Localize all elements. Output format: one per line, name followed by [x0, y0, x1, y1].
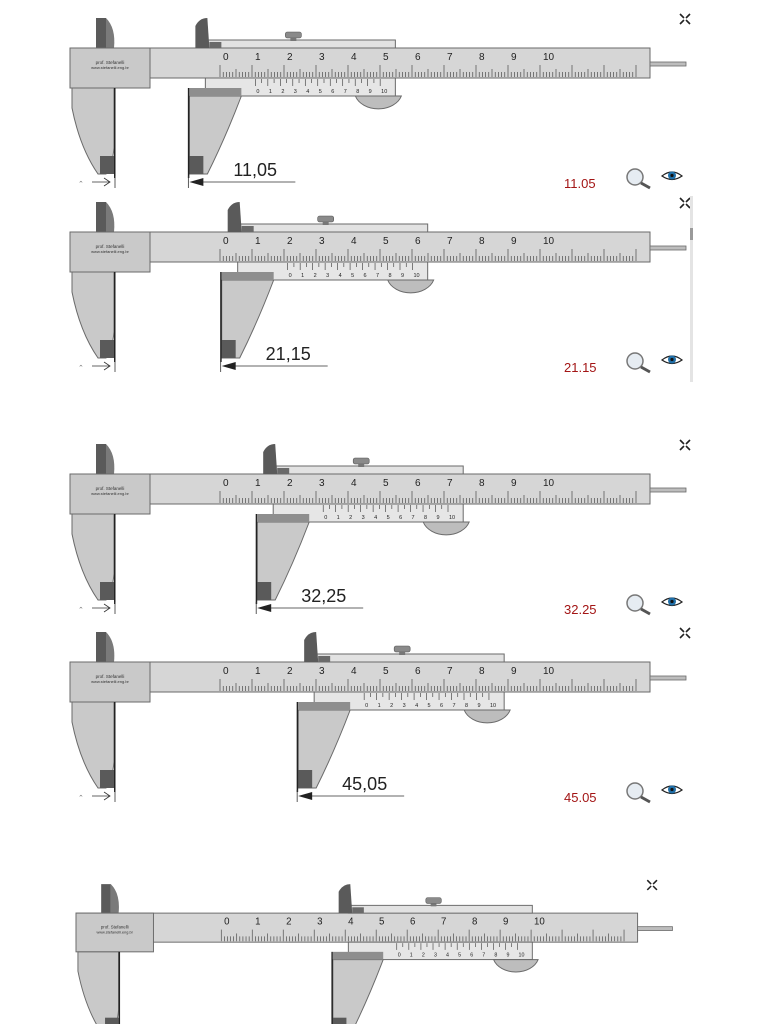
- locking-screw-stem: [323, 222, 329, 225]
- main-scale-number: 9: [511, 236, 517, 247]
- magnifier-lens: [627, 353, 643, 369]
- fixed-jaw-tip: [100, 156, 114, 174]
- fixed-upper-jaw: [96, 632, 106, 662]
- eye-pupil: [670, 600, 673, 603]
- moving-jaw-tip: [257, 582, 271, 600]
- fullscreen-arrows: [680, 628, 690, 638]
- depth-rod: [650, 246, 686, 250]
- vernier-number: 0: [397, 952, 401, 959]
- moving-jaw-tip: [333, 1018, 347, 1024]
- magnifier-lens: [627, 595, 643, 611]
- main-scale-number: 2: [286, 916, 292, 928]
- fixed-jaw-tip: [100, 340, 114, 358]
- main-scale-number: 9: [511, 666, 517, 677]
- author-website: www.stefanelli.eng.br: [96, 929, 133, 935]
- main-scale-number: 5: [383, 478, 389, 489]
- vernier-number: 5: [458, 952, 462, 959]
- vernier-number: 10: [489, 703, 497, 709]
- moving-jaw-face: [331, 952, 332, 1024]
- pointer-arrow-icon: [92, 178, 110, 186]
- main-scale-number: 1: [255, 916, 261, 928]
- caliper-panel: [76, 870, 686, 1024]
- magnifier-handle: [641, 797, 650, 802]
- main-scale-number: 8: [479, 666, 485, 677]
- eye-pupil: [670, 788, 673, 791]
- main-scale-number: 0: [223, 478, 229, 489]
- slider-top: [314, 654, 504, 662]
- main-scale-number: 7: [447, 236, 453, 247]
- fixed-upper-jaw-edge: [106, 444, 114, 474]
- main-scale-number: 4: [351, 236, 357, 247]
- locking-screw-stem: [431, 903, 437, 906]
- vernier-number: 2: [281, 89, 285, 95]
- thumb-wheel[interactable]: [423, 522, 469, 535]
- reading-value: 21.15: [564, 360, 597, 375]
- main-scale-number: 0: [224, 916, 230, 928]
- main-scale-number: 2: [287, 52, 293, 63]
- vernier-number: 8: [424, 515, 428, 521]
- moving-upper-jaw: [339, 884, 353, 913]
- main-scale-number: 1: [255, 478, 261, 489]
- caliper-panel: [70, 8, 700, 191]
- fixed-upper-jaw: [96, 444, 106, 474]
- vernier-number: 5: [318, 89, 322, 95]
- eye-icon[interactable]: [662, 356, 682, 364]
- locking-screw[interactable]: [426, 898, 441, 904]
- pointer-arrowhead: [298, 792, 312, 800]
- main-scale-number: 6: [415, 236, 421, 247]
- measurement-label: 11,05: [233, 160, 278, 180]
- fixed-upper-jaw: [101, 884, 111, 913]
- eye-pupil: [670, 174, 673, 177]
- fullscreen-arrows: [680, 440, 690, 450]
- author-name: prof. Stefanelli: [95, 674, 125, 679]
- vernier-number: 9: [368, 89, 372, 95]
- vernier-number: 8: [494, 952, 498, 959]
- main-beam: [70, 48, 650, 78]
- vernier-number: 4: [374, 515, 378, 521]
- locking-screw[interactable]: [394, 646, 410, 652]
- main-scale-number: 10: [543, 52, 555, 63]
- fixed-upper-jaw-edge: [106, 202, 114, 232]
- main-scale-number: 3: [319, 236, 325, 247]
- author-website: www.stefanelli.eng.br: [91, 491, 129, 496]
- expand-icon[interactable]: ⌃: [78, 181, 84, 188]
- moving-upper-jaw: [195, 18, 209, 48]
- fixed-upper-jaw-edge: [106, 632, 114, 662]
- vernier-number: 2: [390, 703, 394, 709]
- fullscreen-toggle-icon[interactable]: [680, 440, 690, 450]
- slider-top: [348, 905, 532, 913]
- caliper-panel: [70, 192, 700, 386]
- main-scale-number: 1: [255, 666, 261, 677]
- vernier-number: 0: [365, 703, 369, 709]
- caliper-diagram: [70, 622, 700, 818]
- vernier-number: 5: [351, 273, 355, 279]
- main-scale-number: 1: [255, 52, 261, 63]
- vernier-number: 6: [399, 515, 403, 521]
- fixed-upper-jaw-edge: [106, 18, 114, 48]
- locking-screw[interactable]: [353, 458, 369, 464]
- vernier-number: 10: [518, 952, 525, 959]
- pointer-arrow-icon: [92, 362, 110, 370]
- main-scale-number: 0: [223, 236, 229, 247]
- vernier-number: 5: [427, 703, 431, 709]
- thumb-wheel[interactable]: [464, 710, 510, 723]
- author-website: www.stefanelli.eng.br: [91, 249, 129, 254]
- scrollbar-thumb[interactable]: [690, 228, 693, 240]
- moving-jaw-shoulder: [298, 702, 350, 710]
- caliper-drawing: [70, 18, 686, 191]
- main-scale-number: 7: [447, 666, 453, 677]
- moving-jaw-face: [256, 514, 258, 604]
- fullscreen-toggle-icon[interactable]: [680, 628, 690, 638]
- fixed-jaw-face: [119, 952, 120, 1024]
- magnifier-icon[interactable]: [627, 353, 650, 372]
- vernier-number: 9: [477, 703, 481, 709]
- moving-jaw-face: [220, 272, 222, 362]
- fullscreen-toggle-icon[interactable]: [680, 198, 690, 208]
- vernier-number: 3: [326, 273, 330, 279]
- main-scale-number: 3: [319, 478, 325, 489]
- main-beam: [70, 662, 650, 692]
- moving-upper-jaw: [228, 202, 242, 232]
- caliper-panel: [70, 434, 700, 616]
- vernier-number: 1: [409, 952, 413, 959]
- main-scale-number: 10: [543, 666, 555, 677]
- fixed-lower-jaw: [78, 952, 119, 1024]
- vernier-number: 1: [301, 273, 305, 279]
- main-scale-number: 8: [479, 236, 485, 247]
- depth-rod: [638, 927, 673, 931]
- author-name: prof. Stefanelli: [95, 244, 125, 249]
- vernier-number: 4: [415, 703, 419, 709]
- moving-lower-jaw: [333, 960, 383, 1024]
- locking-screw[interactable]: [318, 216, 334, 222]
- main-scale-number: 3: [319, 52, 325, 63]
- main-scale-number: 8: [472, 916, 478, 928]
- main-scale-number: 9: [502, 916, 509, 928]
- reading-value: 11.05: [564, 176, 596, 191]
- vernier-number: 9: [401, 273, 405, 279]
- main-scale-number: 7: [447, 478, 453, 489]
- moving-jaw-shoulder: [222, 272, 274, 280]
- locking-screw[interactable]: [285, 32, 301, 38]
- magnifier-icon[interactable]: [627, 783, 650, 802]
- main-scale-number: 5: [379, 916, 385, 928]
- magnifier-lens: [627, 783, 643, 799]
- main-scale-number: 5: [383, 666, 389, 677]
- main-beam: [70, 232, 650, 262]
- thumb-wheel[interactable]: [494, 960, 539, 972]
- vernier-number: 2: [421, 952, 425, 959]
- author-website: www.stefanelli.eng.br: [91, 65, 129, 70]
- author-website: www.stefanelli.eng.br: [91, 679, 129, 684]
- fullscreen-arrows: [680, 198, 690, 208]
- vernier-number: 6: [363, 273, 367, 279]
- main-scale-number: 7: [447, 52, 453, 63]
- vernier-number: 10: [449, 515, 456, 521]
- fixed-jaw-face: [114, 702, 116, 792]
- fixed-jaw-face: [114, 88, 116, 178]
- vernier-number: 0: [288, 273, 292, 279]
- locking-screw-stem: [290, 38, 296, 41]
- main-scale-number: 8: [479, 478, 485, 489]
- measurement-label: 32,25: [301, 586, 347, 606]
- vernier-number: 4: [446, 952, 450, 959]
- vernier-number: 3: [402, 703, 406, 709]
- main-scale-number: 6: [415, 478, 421, 489]
- caliper-diagram: [70, 192, 700, 386]
- main-scale-number: 6: [415, 52, 421, 63]
- fullscreen-arrows: [680, 14, 690, 24]
- main-scale-number: 2: [287, 666, 293, 677]
- moving-upper-jaw: [304, 632, 318, 662]
- main-scale-number: 4: [351, 666, 357, 677]
- vernier-number: 3: [433, 952, 437, 959]
- fixed-upper-jaw: [96, 202, 106, 232]
- slider-top: [238, 224, 428, 232]
- eye-icon[interactable]: [662, 786, 682, 794]
- vernier-number: 1: [268, 89, 272, 95]
- depth-rod: [650, 488, 686, 492]
- locking-screw-stem: [358, 464, 364, 467]
- vernier-number: 6: [470, 952, 474, 959]
- main-scale-number: 3: [319, 666, 325, 677]
- fullscreen-toggle-icon[interactable]: [680, 14, 690, 24]
- moving-jaw-tip: [298, 770, 312, 788]
- thumb-wheel[interactable]: [355, 96, 401, 109]
- vernier-number: 6: [331, 89, 335, 95]
- expand-icon[interactable]: ⌃: [78, 365, 84, 372]
- eye-pupil: [670, 358, 673, 361]
- expand-icon[interactable]: ⌃: [78, 607, 84, 614]
- vernier-number: 2: [313, 273, 317, 279]
- vernier-number: 10: [413, 273, 420, 279]
- eye-icon[interactable]: [662, 172, 682, 180]
- main-scale-number: 9: [511, 52, 517, 63]
- main-beam: [76, 913, 638, 942]
- vernier-number: 8: [356, 89, 360, 95]
- moving-upper-jaw-bridge: [318, 656, 330, 662]
- vernier-number: 8: [465, 703, 469, 709]
- slider-top: [273, 466, 463, 474]
- vernier-number: 7: [482, 952, 486, 959]
- reading-value: 45.05: [564, 790, 597, 805]
- magnifier-icon[interactable]: [627, 169, 650, 188]
- main-scale-number: 6: [415, 666, 421, 677]
- vernier-number: 4: [306, 89, 310, 95]
- main-scale-number: 0: [223, 666, 229, 677]
- magnifier-handle: [641, 183, 650, 188]
- moving-upper-jaw-bridge: [352, 907, 364, 913]
- caliper-drawing: [70, 632, 686, 805]
- main-scale-number: 4: [351, 478, 357, 489]
- pointer-arrowhead: [189, 178, 203, 186]
- fixed-jaw-tip: [105, 1018, 119, 1024]
- vernier-number: 4: [338, 273, 342, 279]
- magnifier-lens: [627, 169, 643, 185]
- vernier-number: 7: [343, 89, 347, 95]
- moving-jaw-shoulder: [257, 514, 309, 522]
- eye-icon[interactable]: [662, 598, 682, 606]
- vernier-number: 7: [411, 515, 415, 521]
- main-scale-number: 5: [383, 236, 389, 247]
- caliper-panel: [70, 622, 700, 818]
- moving-upper-jaw-bridge: [277, 468, 289, 474]
- scrollbar-track[interactable]: [690, 196, 693, 382]
- vernier-number: 1: [377, 703, 381, 709]
- main-scale-number: 2: [287, 236, 293, 247]
- pointer-arrowhead: [257, 604, 271, 612]
- main-scale-number: 10: [533, 916, 545, 928]
- vernier-number: 8: [388, 273, 392, 279]
- author-name: prof. Stefanelli: [100, 924, 129, 930]
- vernier-number: 0: [324, 515, 328, 521]
- magnifier-handle: [641, 367, 650, 372]
- caliper-diagram: [76, 870, 686, 1024]
- fixed-upper-jaw: [96, 18, 106, 48]
- depth-rod: [650, 62, 686, 66]
- vernier-number: 9: [436, 515, 440, 521]
- main-beam: [70, 474, 650, 504]
- main-scale-number: 10: [543, 236, 555, 247]
- main-scale-number: 5: [383, 52, 389, 63]
- vernier-number: 2: [349, 515, 353, 521]
- vernier-number: 1: [336, 515, 340, 521]
- main-scale-number: 4: [348, 916, 354, 928]
- vernier-number: 5: [386, 515, 390, 521]
- moving-jaw-tip: [189, 156, 203, 174]
- main-scale-number: 10: [543, 478, 555, 489]
- moving-jaw-face: [188, 88, 190, 178]
- main-scale-number: 9: [511, 478, 517, 489]
- depth-rod: [650, 676, 686, 680]
- fixed-jaw-tip: [100, 582, 114, 600]
- vernier-number: 6: [440, 703, 444, 709]
- caliper-drawing: [70, 202, 686, 375]
- main-scale-number: 4: [351, 52, 357, 63]
- vernier-number: 3: [361, 515, 365, 521]
- main-scale-number: 7: [441, 916, 447, 928]
- fixed-jaw-face: [114, 514, 116, 604]
- caliper-drawing: [76, 884, 672, 1024]
- main-scale-number: 2: [287, 478, 293, 489]
- vernier-number: 7: [376, 273, 380, 279]
- author-name: prof. Stefanelli: [95, 486, 125, 491]
- author-name: prof. Stefanelli: [95, 60, 125, 65]
- fullscreen-arrows: [647, 880, 657, 890]
- thumb-wheel[interactable]: [388, 280, 434, 293]
- moving-jaw-face: [297, 702, 299, 792]
- moving-jaw-shoulder: [189, 88, 241, 96]
- caliper-drawing: [70, 444, 686, 617]
- main-scale-number: 0: [223, 52, 229, 63]
- main-scale-number: 1: [255, 236, 261, 247]
- fixed-jaw-face: [114, 272, 116, 362]
- vernier-number: 10: [381, 89, 388, 95]
- vernier-number: 7: [452, 703, 456, 709]
- fixed-upper-jaw-edge: [111, 884, 119, 913]
- main-scale-number: 6: [410, 916, 416, 928]
- vernier-number: 3: [293, 89, 297, 95]
- moving-jaw-tip: [222, 340, 236, 358]
- magnifier-handle: [641, 609, 650, 614]
- magnifier-icon[interactable]: [627, 595, 650, 614]
- main-scale-number: 3: [317, 916, 323, 928]
- expand-icon[interactable]: ⌃: [78, 795, 84, 802]
- caliper-diagram: [70, 434, 700, 616]
- main-scale-number: 8: [479, 52, 485, 63]
- caliper-diagram: [70, 8, 700, 191]
- locking-screw-stem: [399, 652, 405, 655]
- moving-upper-jaw: [263, 444, 277, 474]
- vernier-number: 9: [506, 952, 510, 959]
- measurement-label: 45,05: [342, 774, 388, 794]
- fullscreen-toggle-icon[interactable]: [647, 880, 657, 890]
- moving-jaw-shoulder: [333, 952, 383, 960]
- pointer-arrowhead: [222, 362, 236, 370]
- slider-top: [205, 40, 395, 48]
- vernier-number: 0: [256, 89, 260, 95]
- pointer-arrow-icon: [92, 604, 110, 612]
- pointer-arrow-icon: [92, 792, 110, 800]
- moving-upper-jaw-bridge: [242, 226, 254, 232]
- fixed-jaw-tip: [100, 770, 114, 788]
- reading-value: 32.25: [564, 602, 597, 617]
- measurement-label: 21,15: [265, 344, 311, 364]
- moving-upper-jaw-bridge: [209, 42, 221, 48]
